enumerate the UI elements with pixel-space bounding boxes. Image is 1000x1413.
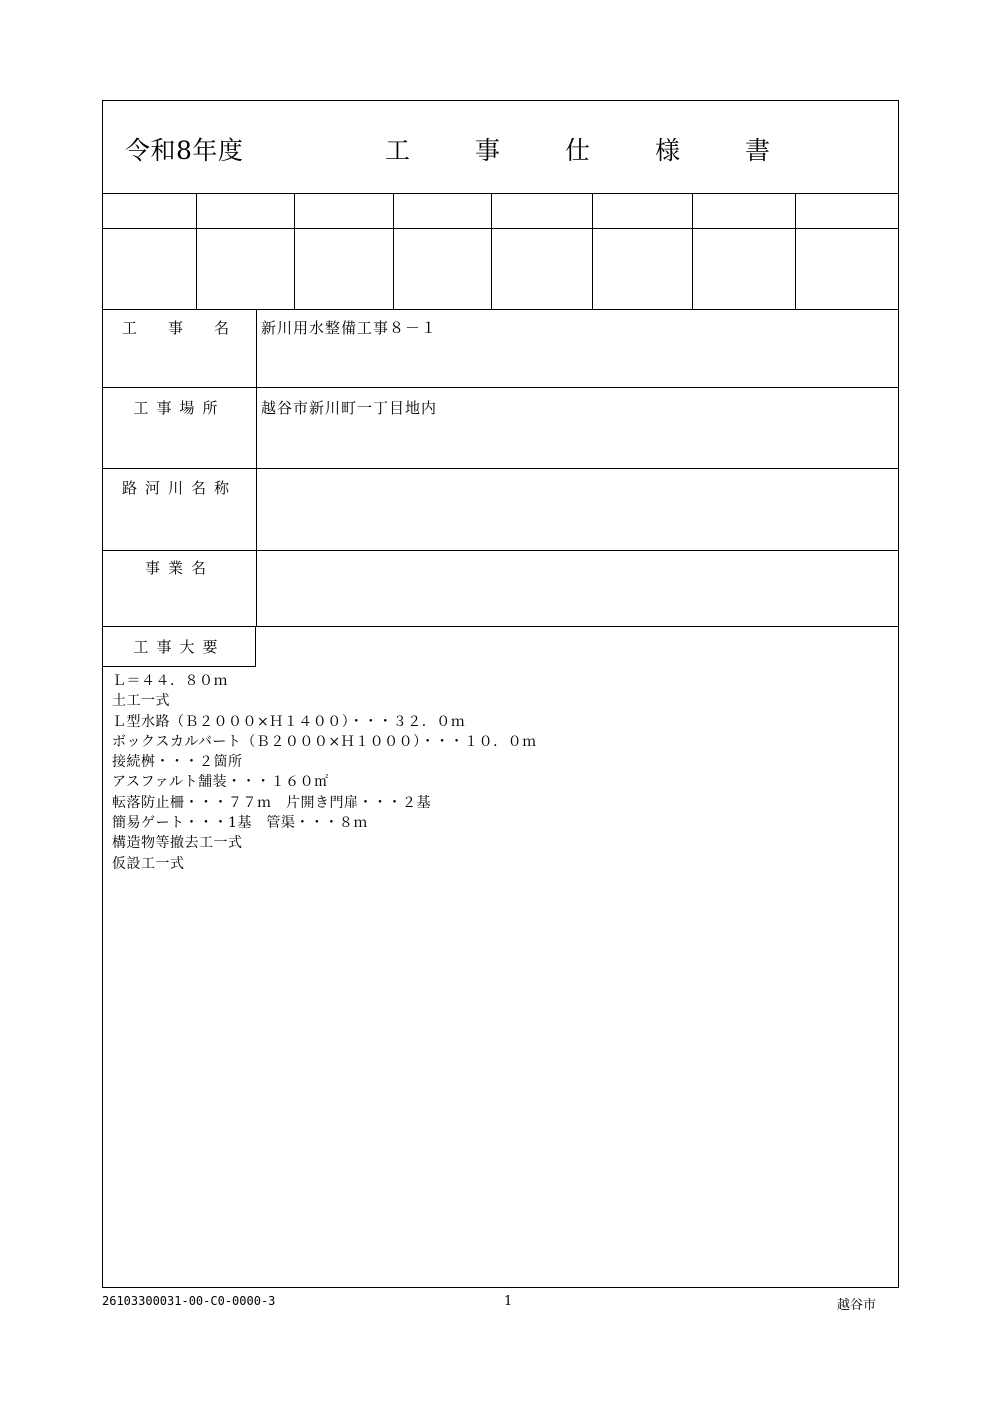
summary-line: 仮設工一式 — [112, 855, 185, 872]
row-divider-1 — [103, 387, 898, 388]
approval-cell-border — [491, 193, 492, 309]
project-name-label: 工 事 名 — [121, 319, 237, 337]
row-divider-2 — [103, 468, 898, 469]
approval-cell-border — [196, 193, 197, 309]
title-divider — [103, 193, 898, 194]
approval-cell-border — [592, 193, 593, 309]
page-number: 1 — [504, 1294, 513, 1309]
approval-cell-border — [692, 193, 693, 309]
approval-cell-border — [393, 193, 394, 309]
issuer-name: 越谷市 — [837, 1298, 877, 1313]
document-title: 工 事 仕 様 書 — [385, 136, 791, 165]
approval-cell-border — [795, 193, 796, 309]
project-location-label: 工事場所 — [133, 399, 226, 417]
business-name-label: 事業名 — [144, 559, 214, 577]
document-frame — [102, 100, 899, 1288]
summary-line: 簡易ゲート・・・1基 管渠・・・８ｍ — [112, 815, 368, 832]
approval-grid-bottom — [103, 309, 898, 310]
summary-line: アスファルト舗装・・・１６０㎡ — [112, 774, 329, 791]
label-column-divider — [256, 309, 257, 627]
summary-list — [112, 671, 537, 874]
project-location-value: 越谷市新川町一丁目地内 — [261, 399, 438, 417]
summary-line: 接続桝・・・２箇所 — [112, 754, 243, 771]
summary-line: 構造物等撤去工一式 — [112, 835, 243, 852]
summary-label: 工事大要 — [133, 638, 226, 656]
document-code: 26103300031-00-C0-0000-3 — [102, 1294, 276, 1308]
fiscal-year: 令和8年度 — [125, 136, 244, 165]
row-divider-3 — [103, 550, 898, 551]
summary-line: Ｌ型水路（Ｂ２０００×Ｈ１４００）・・・３２．０ｍ — [112, 713, 466, 730]
summary-line: Ｌ＝４４．８０ｍ — [112, 673, 228, 689]
summary-line: 土工一式 — [112, 693, 170, 710]
summary-line: 転落防止柵・・・７７ｍ 片開き門扉・・・２基 — [112, 794, 431, 811]
project-name-value: 新川用水整備工事８－１ — [261, 319, 438, 337]
approval-header-divider — [103, 228, 898, 229]
approval-cell-border — [294, 193, 295, 309]
summary-line: ボックスカルバート（Ｂ２０００×Ｈ１０００）・・・１０．０ｍ — [112, 733, 537, 750]
road-river-name-label: 路河川名称 — [121, 479, 237, 497]
